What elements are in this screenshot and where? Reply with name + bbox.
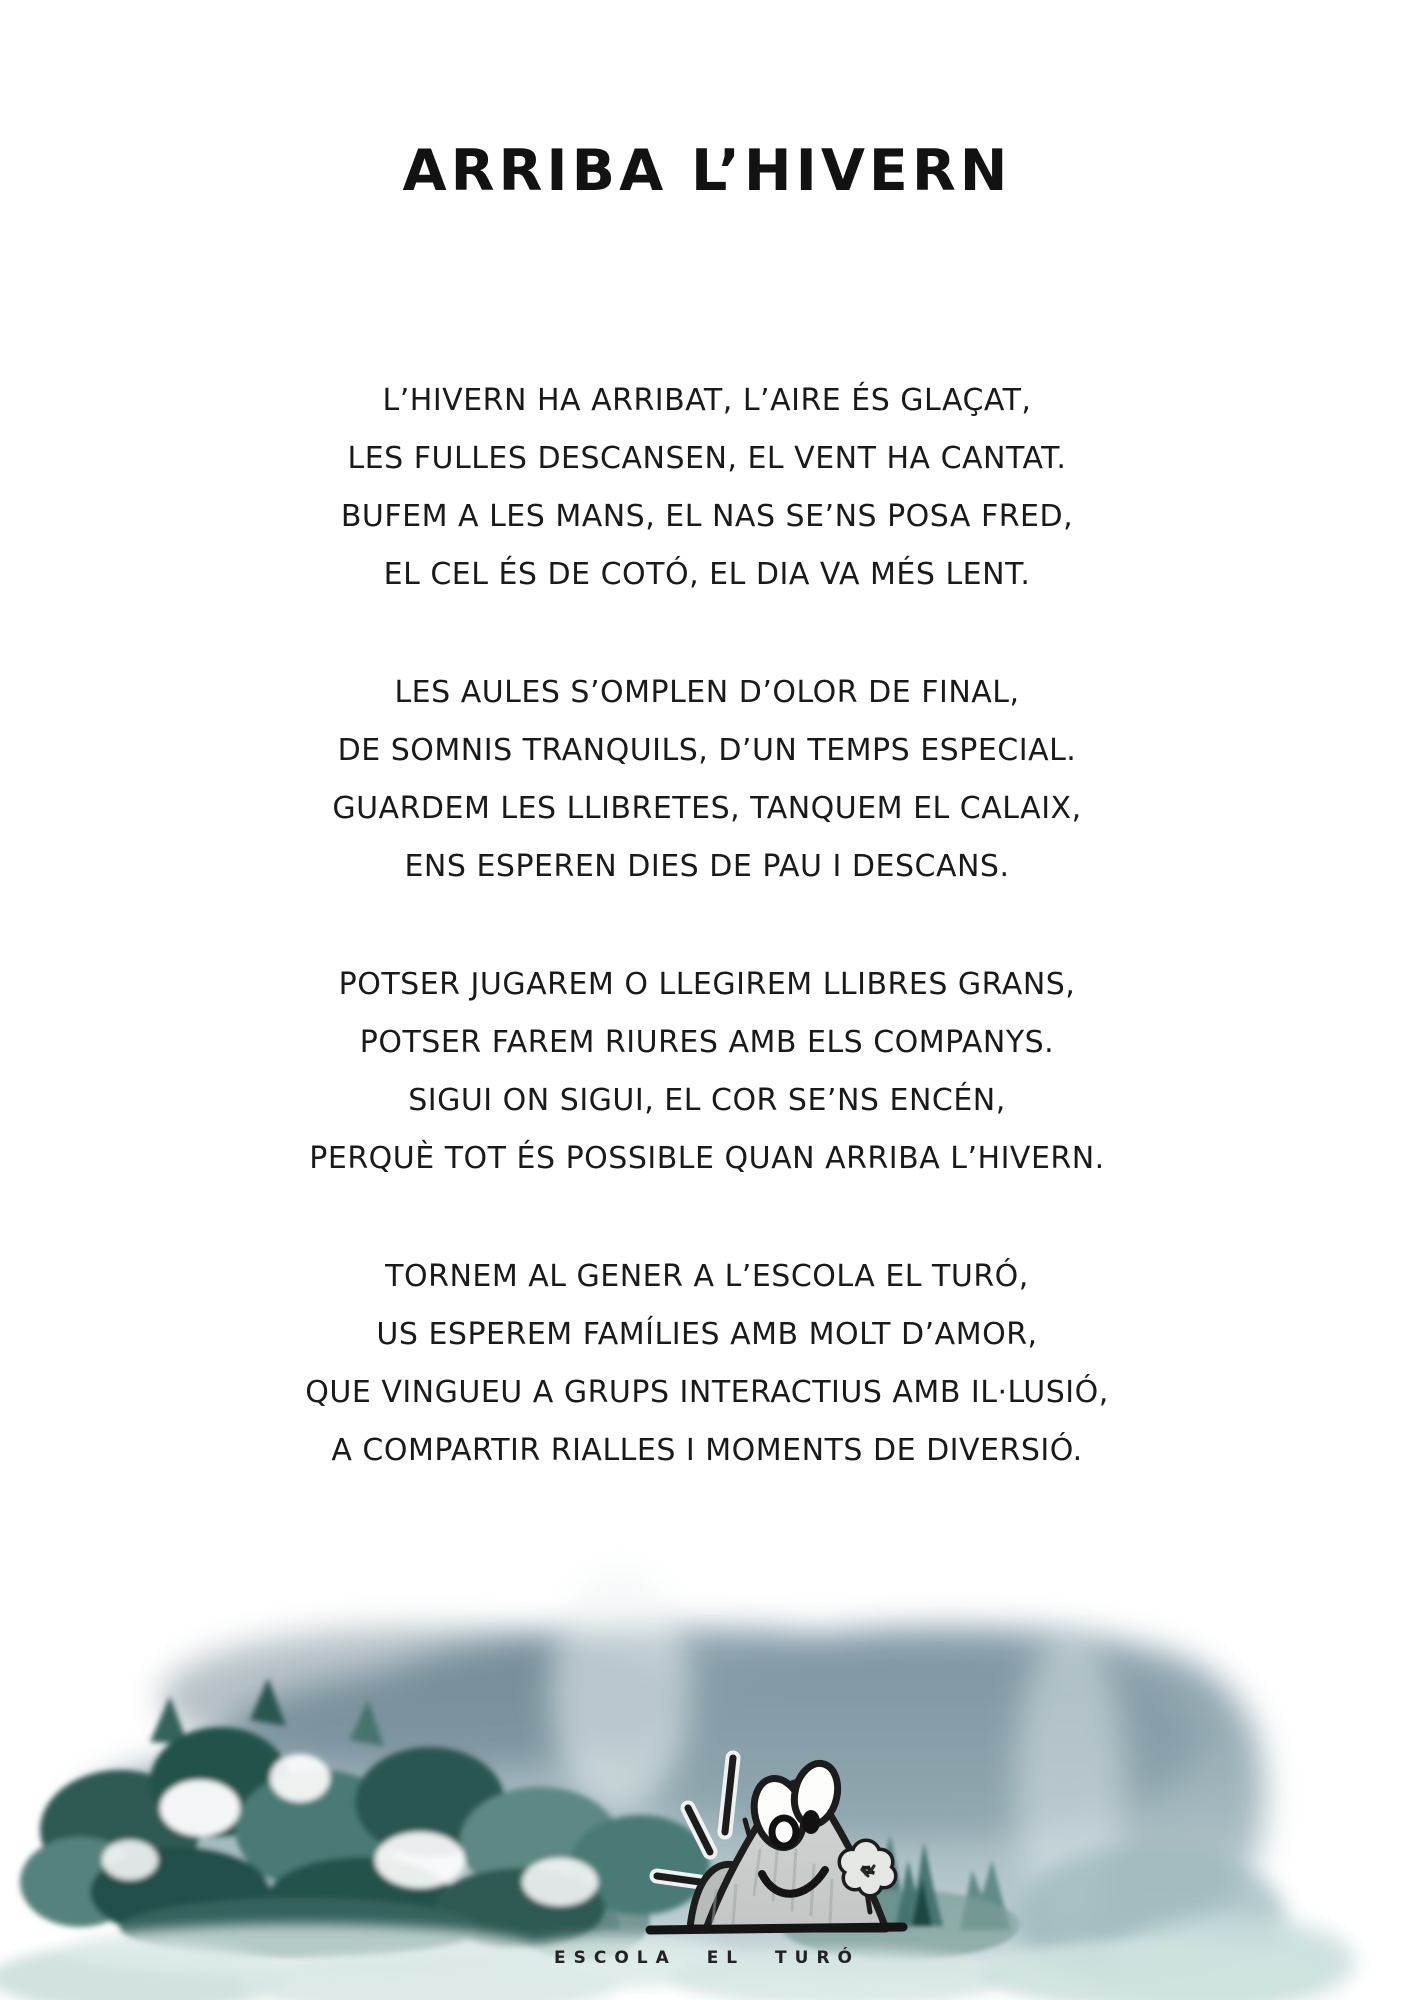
poem-line: EL CEL ÉS DE COTÓ, EL DIA VA MÉS LENT.: [383, 557, 1031, 592]
school-logo-text: ESCOLA EL TURÓ: [554, 1948, 860, 1968]
poem-line: POTSER JUGAREM O LLEGIREM LLIBRES GRANS,: [338, 967, 1076, 1002]
poem-line: LES FULLES DESCANSEN, EL VENT HA CANTAT.: [347, 441, 1067, 476]
stanza-3: [0, 956, 1414, 1188]
stanza-4: [0, 1248, 1414, 1480]
poem-line: LES AULES S’OMPLEN D’OLOR DE FINAL,: [394, 675, 1020, 710]
poem-line: US ESPEREM FAMÍLIES AMB MOLT D’AMOR,: [376, 1317, 1038, 1352]
poem-line: L’HIVERN HA ARRIBAT, L’AIRE ÉS GLAÇAT,: [382, 383, 1032, 418]
winter-landscape-illustration: [0, 1530, 1414, 2000]
poem-line: PERQUÈ TOT ÉS POSSIBLE QUAN ARRIBA L’HIVERN.: [309, 1141, 1105, 1176]
poem-body: [0, 372, 1414, 1540]
poem-line: GUARDEM LES LLIBRETES, TANQUEM EL CALAIX,: [332, 791, 1082, 826]
stanza-2: [0, 664, 1414, 896]
poem-line: DE SOMNIS TRANQUILS, D’UN TEMPS ESPECIAL.: [337, 733, 1077, 768]
stanza-1: [0, 372, 1414, 604]
poem-line: A COMPARTIR RIALLES I MOMENTS DE DIVERSIÓ.: [331, 1433, 1083, 1468]
poem-line: QUE VINGUEU A GRUPS INTERACTIUS AMB IL·LUSIÓ,: [305, 1375, 1109, 1410]
poem-title: ARRIBA L’HIVERN: [402, 138, 1012, 204]
poem-line: SIGUI ON SIGUI, EL COR SE’NS ENCÉN,: [408, 1083, 1006, 1118]
mascot-base-line: [650, 1927, 903, 1930]
poem-line: BUFEM A LES MANS, EL NAS SE’NS POSA FRED,: [340, 499, 1074, 534]
poem-line: POTSER FAREM RIURES AMB ELS COMPANYS.: [359, 1025, 1055, 1060]
poem-line: TORNEM AL GENER A L’ESCOLA EL TURÓ,: [385, 1259, 1029, 1294]
poem-line: ENS ESPEREN DIES DE PAU I DESCANS.: [404, 849, 1010, 884]
